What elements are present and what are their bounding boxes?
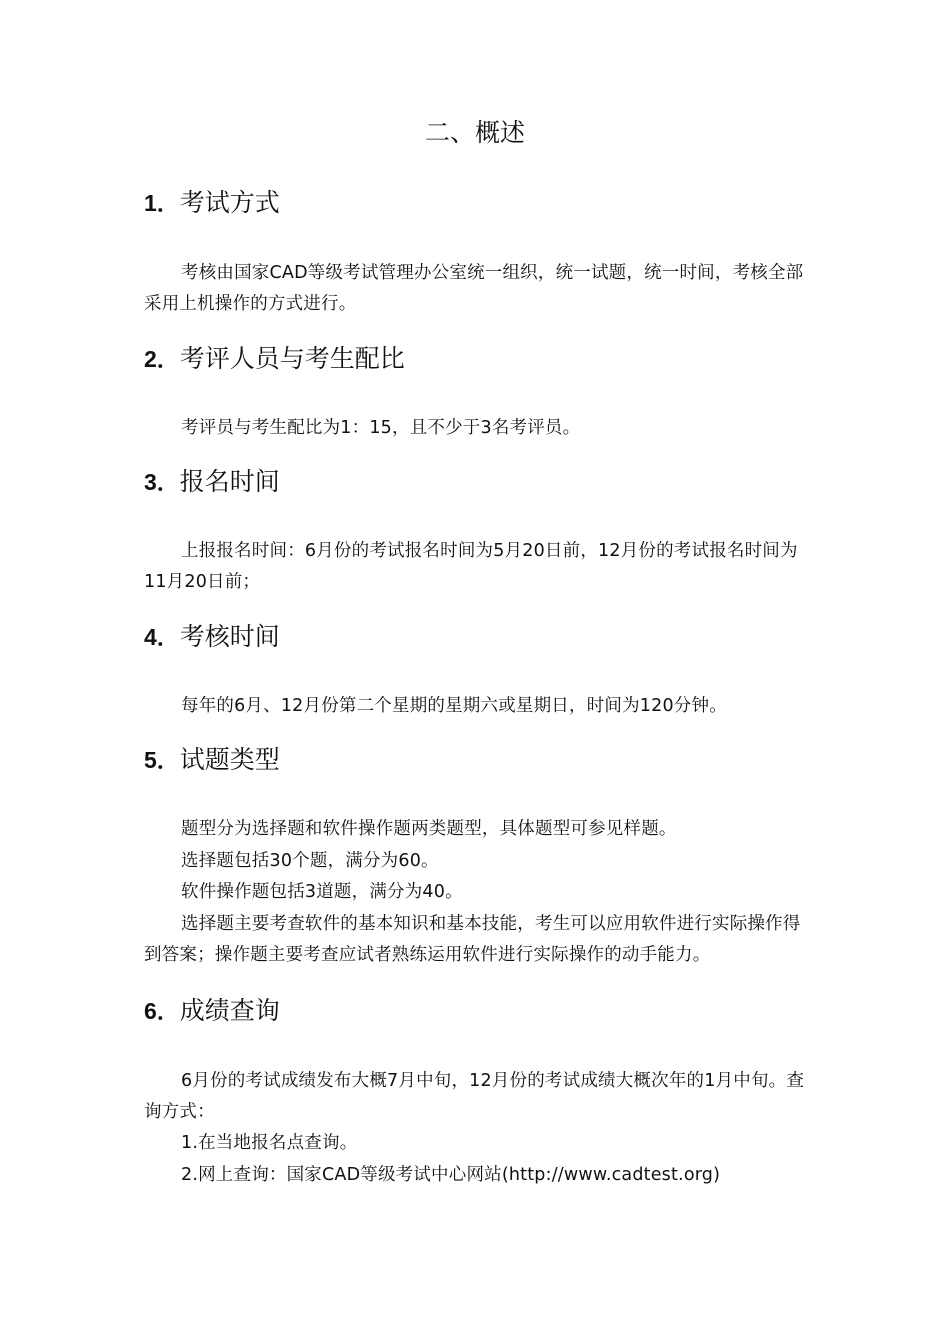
paragraph: 选择题包括30个题，满分为60。	[181, 851, 439, 871]
section-heading-registration-time	[144, 466, 280, 498]
section-heading-exam-time	[144, 621, 280, 653]
paragraph: 每年的6月、12月份第二个星期的星期六或星期日，时间为120分钟。	[181, 696, 727, 716]
section-heading-score-query	[144, 995, 280, 1027]
section-number: 5．	[144, 747, 180, 773]
section-heading-text: 成绩查询	[179, 996, 280, 1025]
section-heading-examiner-ratio	[144, 343, 405, 375]
paragraph: 上报报名时间：6月份的考试报名时间为5月20日前，12月份的考试报名时间为11月20日前；	[144, 541, 798, 592]
paragraph: 题型分为选择题和软件操作题两类题型，具体题型可参见样题。	[181, 819, 677, 839]
paragraph: 考核由国家CAD等级考试管理办公室统一组织，统一试题，统一时间，考核全部采用上机操作的方式进行。	[144, 263, 804, 314]
section-number: 2．	[144, 346, 180, 372]
section-heading-text: 考试方式	[179, 188, 280, 217]
list-item: 1.在当地报名点查询。	[181, 1133, 358, 1153]
section-number: 4．	[144, 624, 180, 650]
section-number: 1．	[144, 190, 180, 216]
section-heading-text: 考核时间	[179, 622, 280, 651]
paragraph: 软件操作题包括3道题，满分为40。	[181, 882, 463, 902]
paragraph: 6月份的考试成绩发布大概7月中旬，12月份的考试成绩大概次年的1月中旬。查询方式：	[144, 1071, 805, 1122]
section-heading-exam-method	[144, 187, 280, 219]
section-heading-question-types	[144, 744, 280, 776]
page-title: 二、概述	[424, 118, 525, 147]
section-number: 3．	[144, 469, 180, 495]
section-heading-text: 试题类型	[179, 745, 280, 774]
section-number: 6．	[144, 998, 180, 1024]
paragraph: 考评员与考生配比为1：15，且不少于3名考评员。	[181, 418, 581, 438]
list-item-website: 2.网上查询：国家CAD等级考试中心网站(http://www.cadtest.org)	[181, 1165, 721, 1185]
paragraph: 选择题主要考查软件的基本知识和基本技能，考生可以应用软件进行实际操作得到答案；操作题主要考查应试者熟练运用软件进行实际操作的动手能力。	[144, 914, 801, 965]
section-heading-text: 报名时间	[179, 467, 280, 496]
section-heading-text: 考评人员与考生配比	[179, 344, 405, 373]
